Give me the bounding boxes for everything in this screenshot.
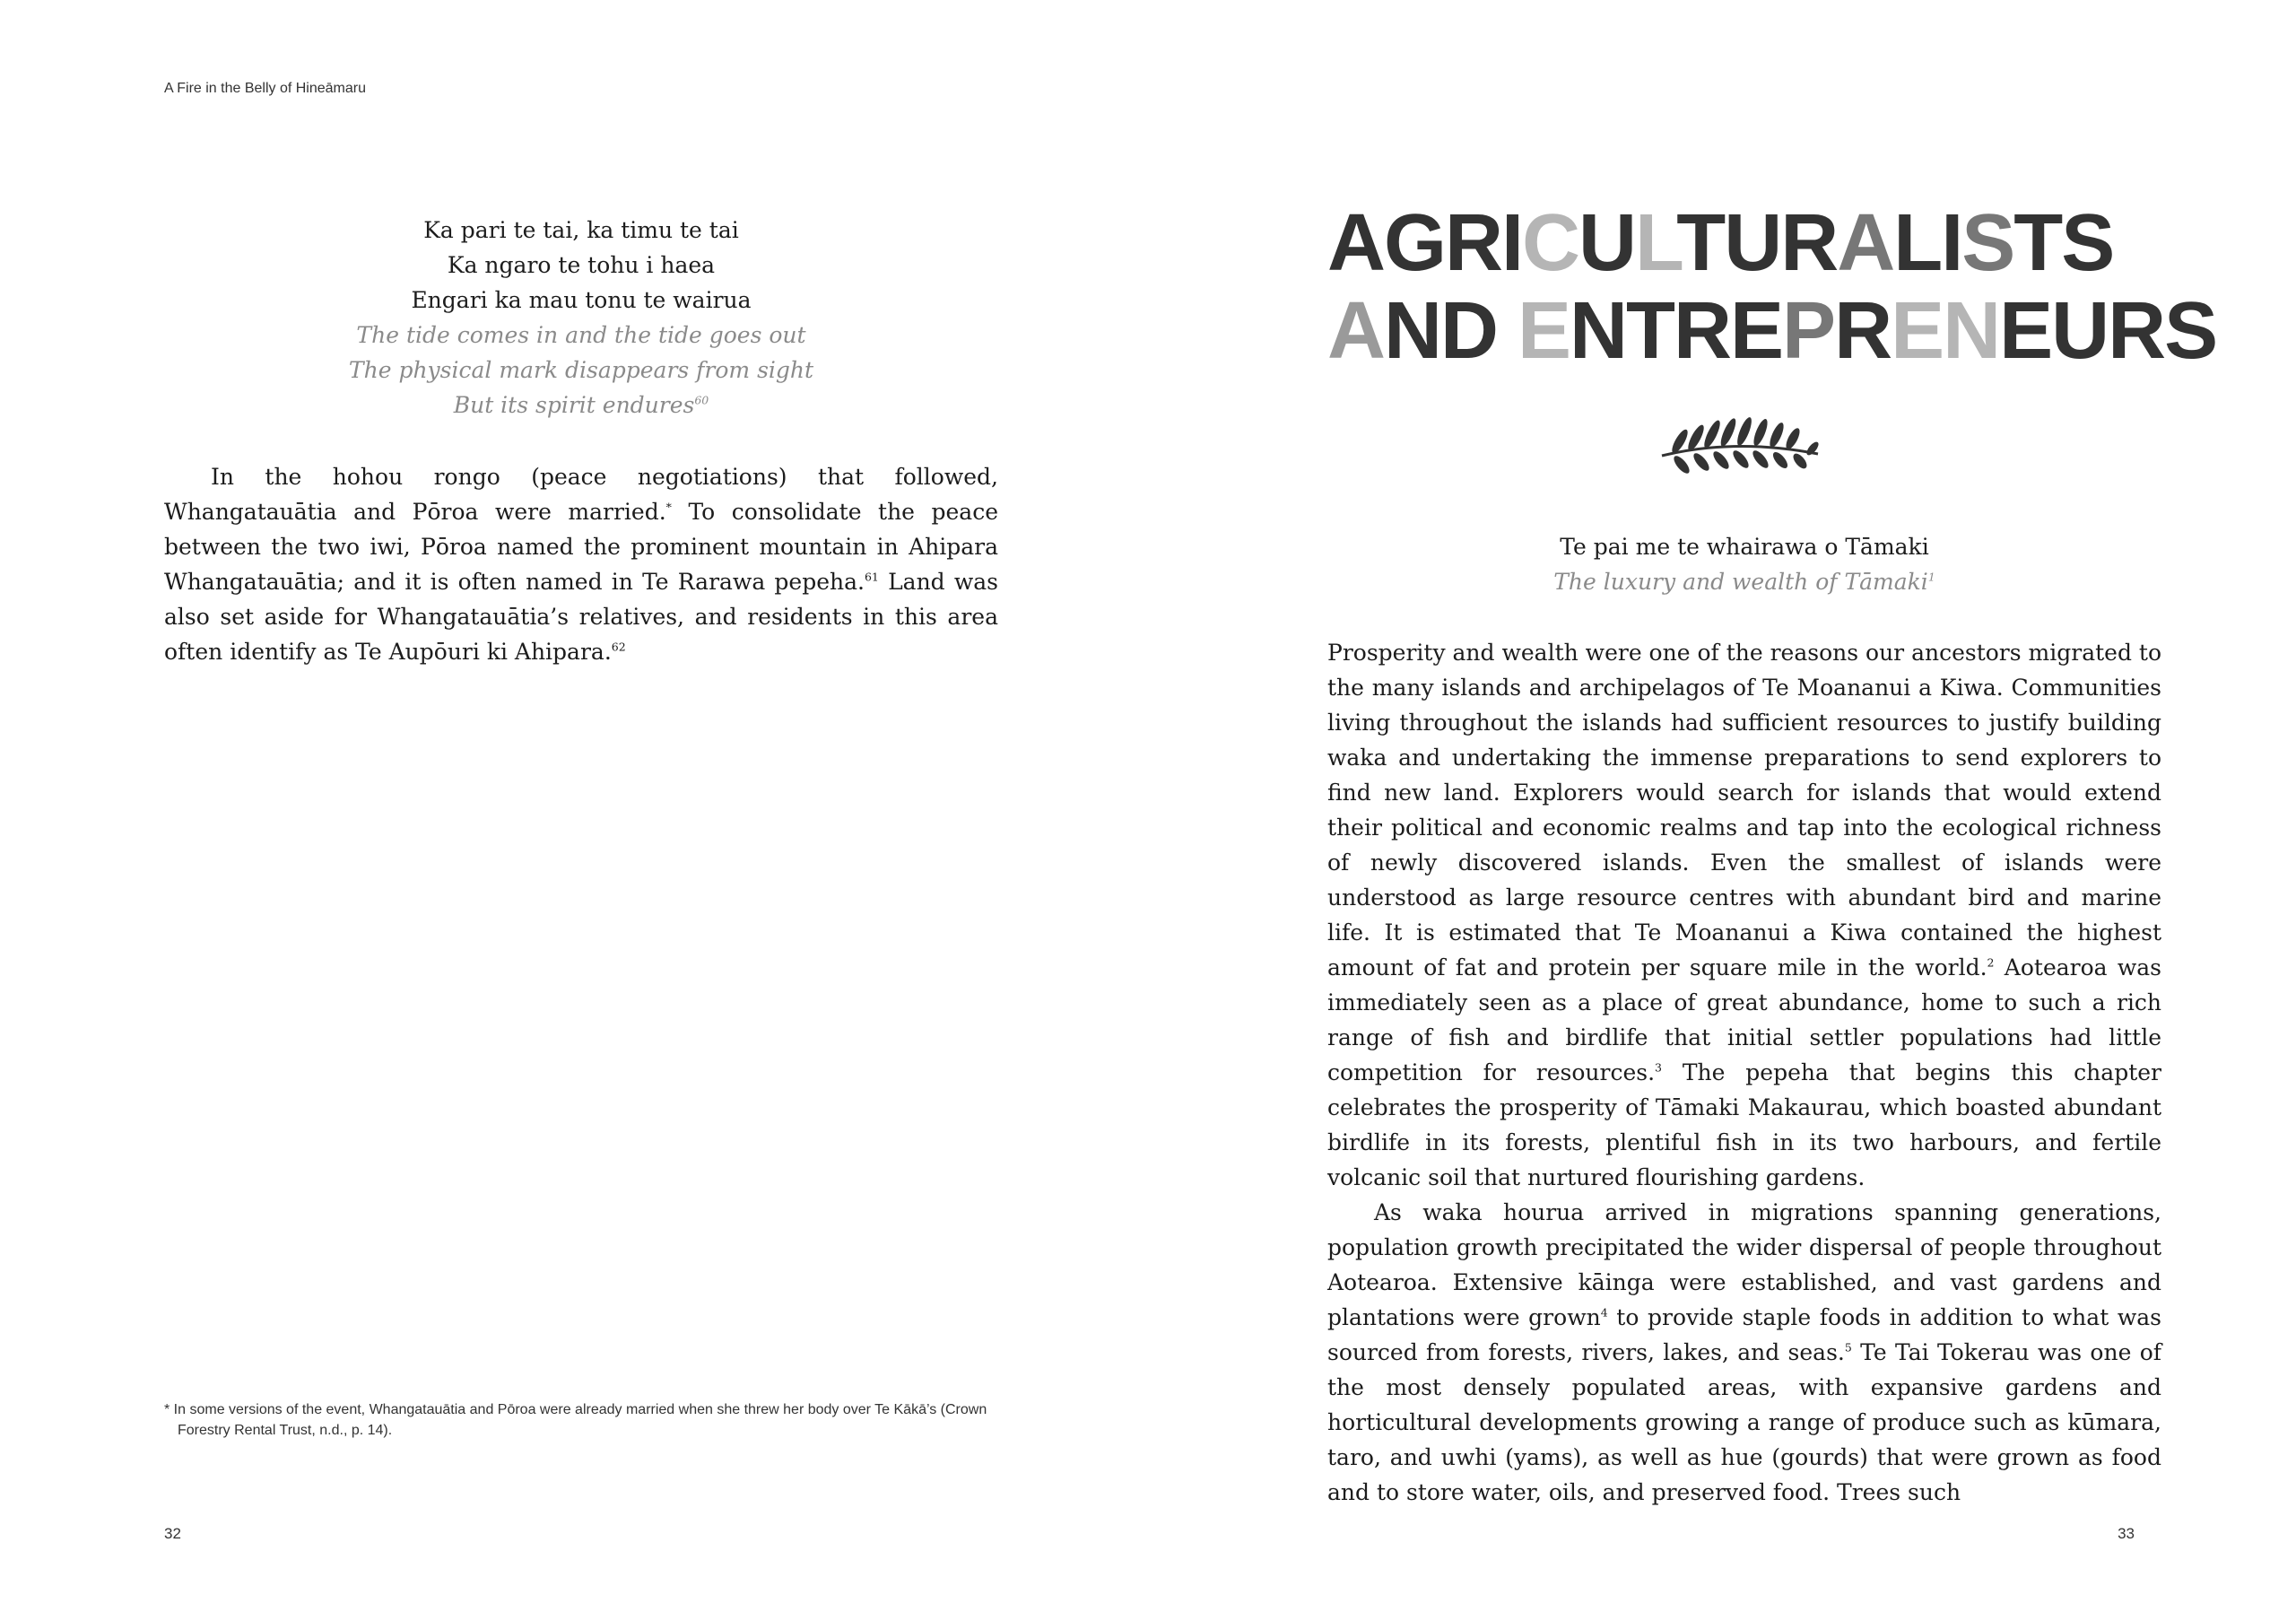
chapter-title-segment: TS bbox=[2013, 198, 2114, 288]
epigraph-line: Ka ngaro te tohu i haea bbox=[447, 252, 716, 278]
epigraph-line: Ka pari te tai, ka timu te tai bbox=[423, 217, 739, 243]
epigraph-translation-line: The tide comes in and the tide goes out bbox=[356, 322, 806, 348]
chapter-title-segment: E bbox=[1518, 286, 1570, 376]
chapter-title-line-1 bbox=[1327, 198, 2114, 288]
page-number: 32 bbox=[164, 1525, 181, 1542]
endnote-ref[interactable]: 5 bbox=[1844, 1340, 1852, 1355]
chapter-title-segment: A bbox=[1327, 286, 1384, 376]
epigraph-line: Te pai me te whairawa o Tāmaki bbox=[1560, 534, 1929, 560]
chapter-title-segment: A bbox=[1837, 198, 1894, 288]
chapter-title-segment: L bbox=[1635, 198, 1677, 288]
chapter-title-segment: U bbox=[1578, 198, 1635, 288]
endnote-ref[interactable]: 4 bbox=[1600, 1305, 1608, 1320]
body-text bbox=[1327, 635, 2161, 1510]
epigraph-translation-line: The physical mark disappears from sight bbox=[348, 357, 814, 383]
page-number: 33 bbox=[2118, 1525, 2135, 1542]
endnote-ref[interactable]: 62 bbox=[611, 640, 626, 654]
epigraph-line: Engari ka mau tonu te wairua bbox=[411, 287, 752, 313]
running-head: A Fire in the Belly of Hineāmaru bbox=[164, 81, 366, 96]
epigraph bbox=[164, 213, 998, 423]
endnote-ref[interactable]: 1 bbox=[1927, 570, 1935, 584]
epigraph-translation-line: The luxury and wealth of Tāmaki$^1$ bbox=[1553, 569, 1935, 595]
endnote-ref[interactable]: 2 bbox=[1987, 955, 1995, 970]
chapter-title-segment: LI bbox=[1893, 198, 1962, 288]
chapter-title-segment: NTRE bbox=[1570, 286, 1783, 376]
chapter-title-segment: C bbox=[1522, 198, 1578, 288]
chapter-title-segment: S bbox=[1961, 198, 2014, 288]
chapter-title-segment: ND bbox=[1384, 286, 1518, 376]
endnote-ref[interactable]: 3 bbox=[1655, 1060, 1662, 1075]
paragraph: Prosperity and wealth were one of the reasons our ancestors migrated to the many islands and archipelagos of Te Moananui a Kiwa. Communities living throughout the islands had sufficient resources to justify building waka and undertaking the immense preparations to send explorers to find new land. Explorers would search for islands that would extend their political and economic realms and tap into the ecological richness of newly discovered islands. Even the smallest of islands were understood as large resource centres with abundant bird and marine life. It is estimated that Te Moananui a Kiwa contained the highest amount of fat and protein per square mile in the world.$^2$ Aotearoa was immediately seen as a place of great abundance, home to such a rich range of fish and birdlife that initial settler populations had little competition for resources.$^3$ The pepeha that begins this chapter celebrates the prosperity of Tāmaki Makaurau, which boasted abundant birdlife in its forests, plentiful fish in its two harbours, and fertile volcanic soil that nurtured flourishing gardens. bbox=[1327, 640, 2161, 1190]
chapter-title-segment: R bbox=[1834, 286, 1892, 376]
chapter-title-segment: P bbox=[1782, 286, 1835, 376]
epigraph-translation-line: But its spirit endures$^{60}$ bbox=[453, 392, 709, 418]
paragraph: As waka hourua arrived in migrations spanning generations, population growth precipitated the wider dispersal of people throughout Aotearoa. Extensive kāinga were established, and vast gardens and plantations were grown$^4$ to provide staple foods in addition to what was sourced from forests, rivers, lakes, and seas.$^5$ Te Tai Tokerau was one of the most densely populated areas, with expansive gardens and horticultural developments growing a range of produce such as kūmara, taro, and uwhi (yams), as well as hue (gourds) that were grown as food and to store water, oils, and preserved food. Trees such bbox=[1327, 1199, 2162, 1505]
footnote: * In some versions of the event, Whangatauātia and Pōroa were already married when she threw her body over Te Kākā’s (Crown Forestry Rental Trust, n.d., p. 14). bbox=[164, 1402, 987, 1438]
body-text bbox=[164, 459, 998, 669]
chapter-title-line-2 bbox=[1327, 286, 2217, 376]
endnote-ref[interactable]: 61 bbox=[864, 570, 879, 584]
chapter-epigraph bbox=[1327, 529, 2161, 599]
chapter-title-segment: EN bbox=[1891, 286, 2000, 376]
chapter-title bbox=[1327, 198, 2217, 376]
paragraph: In the hohou rongo (peace negotiations) that followed, Whangatauātia and Pōroa were married.* To consolidate the peace between the two iwi, Pōroa named the prominent mountain in Ahipara Whangatauātia; and it is often named in Te Rarawa pepeha.$^{61}$ Land was also set aside for Whangatauātia’s relatives, and residents in this area often identify as Te Aupōuri ki Ahipara.$^{62}$ bbox=[164, 464, 999, 665]
endnote-ref[interactable]: 60 bbox=[694, 393, 709, 407]
chapter-title-segment: AGRI bbox=[1327, 198, 1522, 288]
chapter-title-segment: EURS bbox=[1999, 286, 2217, 376]
chapter-title-segment: TUR bbox=[1676, 198, 1838, 288]
footnote-ref[interactable]: * bbox=[665, 500, 672, 514]
fern-leaf-icon bbox=[1655, 411, 1825, 479]
